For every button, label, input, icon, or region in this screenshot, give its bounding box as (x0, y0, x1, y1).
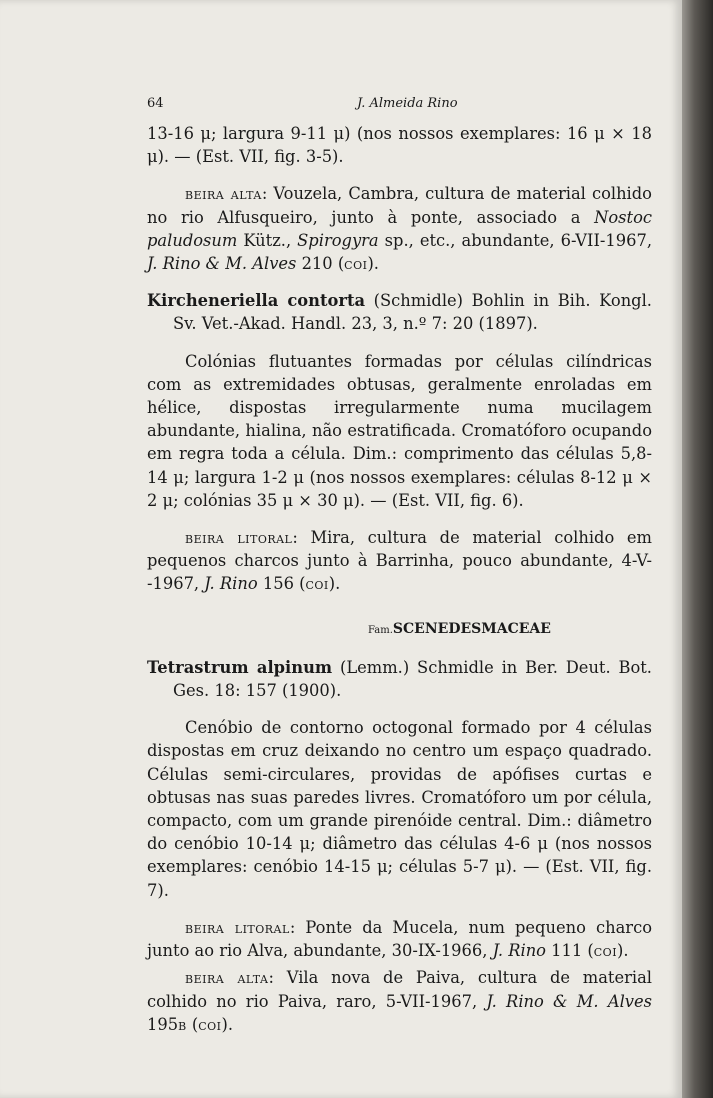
paragraph-measurements: 13-16 μ; largura 9-11 μ) (nos nossos exemplares: 16 μ × 18 μ). — (Est. VII, fig. 3-5). (147, 124, 652, 167)
page-header (147, 96, 652, 112)
running-title: J. Almeida Rino (357, 96, 458, 111)
page-number: 64 (147, 96, 164, 111)
page-content (147, 96, 652, 1036)
species-name: Tetrastrum alpinum (147, 657, 333, 677)
species-name: Kircheneriella contorta (147, 291, 366, 311)
description-kircheneriella: Colónias flutuantes formadas por células cilíndricas com as extremidades obtusas, geralmente enroladas em hélice, dispostas irregularmente numa mucilagem abundante, hialina, não estratificada. Cromatóforo ocupando em regra toda a célula. Dim.: comprimento das células 5,8-14 μ; largura 1-2 μ (nos nossos exemplares: células 8-12 μ × 2 μ; colónias 35 μ × 30 μ). — (Est. VII, fig. 6). (147, 351, 652, 510)
locality-beira-alta-1: beira alta: Vouzela, Cambra, cultura de material colhido no rio Alfusqueiro, junto à ponte, associado a Nostoc paludosum Kütz., Spirogyra sp., etc., abundante, 6-VII-1967, J. Rino & M. Alves 210 (coi). (147, 184, 652, 274)
species-heading-kircheneriella: Kircheneriella contorta (Schmidle) Bohlin in Bih. Kongl. Sv. Vet.-Akad. Handl. 23, 3, n.º 7: 20 (1897). (147, 291, 652, 334)
locality-beira-alta-2: beira alta: Vila nova de Paiva, cultura de material colhido no rio Paiva, raro, 5-VII-1967, J. Rino & M. Alves 195b (coi). (147, 968, 652, 1034)
species-heading-tetrastrum: Tetrastrum alpinum (Lemm.) Schmidle in Ber. Deut. Bot. Ges. 18: 157 (1900). (147, 657, 652, 701)
description-tetrastrum: Cenóbio de contorno octogonal formado por 4 células dispostas em cruz deixando no centro um espaço quadrado. Células semi-circulares, providas de apófises curtas e obtusas nas suas paredes livres. Cromatóforo um por célula, compacto, com um grande pirenóide central. Dim.: diâmetro do cenóbio 10-14 μ; diâmetro das células 4-6 μ (nos nossos exemplares: cenóbio 14-15 μ; células 5-7 μ). — (Est. VII, fig. 7). (147, 718, 652, 900)
locality-beira-litoral-1: beira litoral: Mira, cultura de material colhido em pequenos charcos junto à Barrinha, pouco abundante, 4-V--1967, J. Rino 156 (coi). (147, 528, 652, 594)
family-heading: Fam.SCENEDESMACEAE (368, 620, 551, 637)
book-spine-edge (682, 0, 713, 1098)
region-label: beira alta (185, 184, 262, 204)
locality-beira-litoral-2: beira litoral: Ponte da Mucela, num pequeno charco junto ao rio Alva, abundante, 30-IX-1966, J. Rino 111 (coi). (147, 917, 652, 961)
